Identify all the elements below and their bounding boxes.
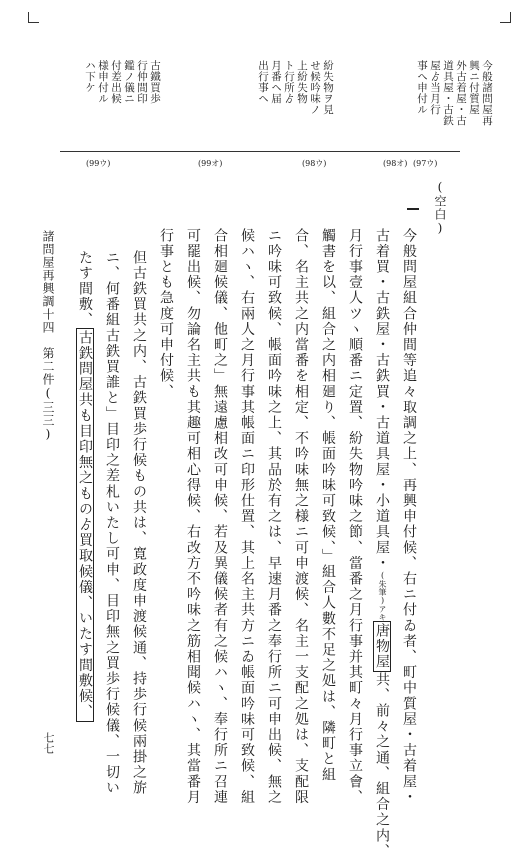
body-line-1: 今般問屋組合仲間等追々取調之上、再興申付候、右ニ付ゐ者、町中質屋・古着屋・	[401, 228, 417, 806]
body-line-4: 觸書を以、組合之内相廻り、帳面吟味可致候、」組合人數不足之処は、隣町と組	[320, 228, 336, 783]
boxed-text: 唐物屋	[374, 623, 390, 671]
page-number: 七七	[42, 732, 55, 754]
body-line-11: 但古鉄買共之内、古鉄買歩行候もの共は、寛政度申渡候通、持歩行候兩掛之旂	[131, 250, 147, 796]
body-line-6: ニ吟味可致候、帳面吟味之上、其品於有之は、早速月番之奉行所ニ可申出候、無之	[266, 228, 282, 806]
folio-marker: (97ウ)	[413, 159, 438, 168]
headnote-2: 紛失物ヲ見 せ候吟味ノ 上紛失物 ト行所ゟ 月番ヘ届 出行事ヘ	[257, 60, 334, 115]
folio-marker: (99オ)	[198, 159, 223, 168]
body-line-7: 候ハヽ、右兩人之月行事其帳面ニ印形仕置、其上名主共方ニゐ帳面吟味可致候、組	[239, 228, 255, 806]
body-line-12: ニ、何番組古鉄買誰と」目印之差札いたし可申、目印無之買歩行候儀、一切い	[104, 250, 120, 796]
folio-marker: (98ウ)	[302, 159, 327, 168]
body-line-10: 行事とも急度可申付候、	[158, 228, 174, 400]
body-line-8: 合相廻候儀、他町之」無遠慮相改可申候、若及異儀候者有之候ハヽ、奉行所ニ召連	[212, 228, 228, 806]
body-line-2: 古着買・古鉄屋・古鉄買・古道具屋・小道具屋・(朱筆)アキ唐物屋共、前々之通、組合之内、	[374, 228, 390, 859]
boxed-text: 古鉄問屋共も目印無之ものゟ買取候儀、いたす間敷候、	[77, 330, 93, 720]
corner-mark-top-right	[500, 12, 511, 23]
headnote-3: 古鐵買歩 行仲間印 鑑ノ儀ニ 付差出候 様申付ル ハ下ケ	[84, 60, 161, 104]
headnote-1: 今般諸問屋再 興ニ付質屋 外古着屋・古 道具屋・古鉄 屋ゟ当月行 事へ申付ル	[416, 60, 493, 126]
annotation-note: (朱筆)アキ	[378, 571, 387, 622]
header-rule	[60, 151, 460, 152]
running-title: 諸問屋再興調十四 第二件(三三)	[41, 230, 55, 442]
body-line-5: 合、名主共之内當番を相定、不吟味無之様ニ可申渡候、名主一支配之処は、支配限	[293, 228, 309, 806]
folio-marker: (98オ)	[383, 159, 408, 168]
section-dash	[407, 208, 419, 210]
empty-mark: (空白)	[433, 180, 447, 236]
body-line-13: たす間敷、古鉄問屋共も目印無之ものゟ買取候儀、いたす間敷候、	[77, 250, 93, 720]
folio-marker: (99ウ)	[86, 159, 111, 168]
body-line-9: 可罷出候、勿論名主共も其趣可相心得候、右改方不吟味之筋相聞候ハヽ、其當番月	[185, 228, 201, 806]
corner-mark-left	[28, 12, 39, 23]
body-line-3: 月行事壹人ツヽ順番ニ定置、紛失物吟味之節、當番之月行事并其町々月行事立會、	[347, 228, 363, 806]
